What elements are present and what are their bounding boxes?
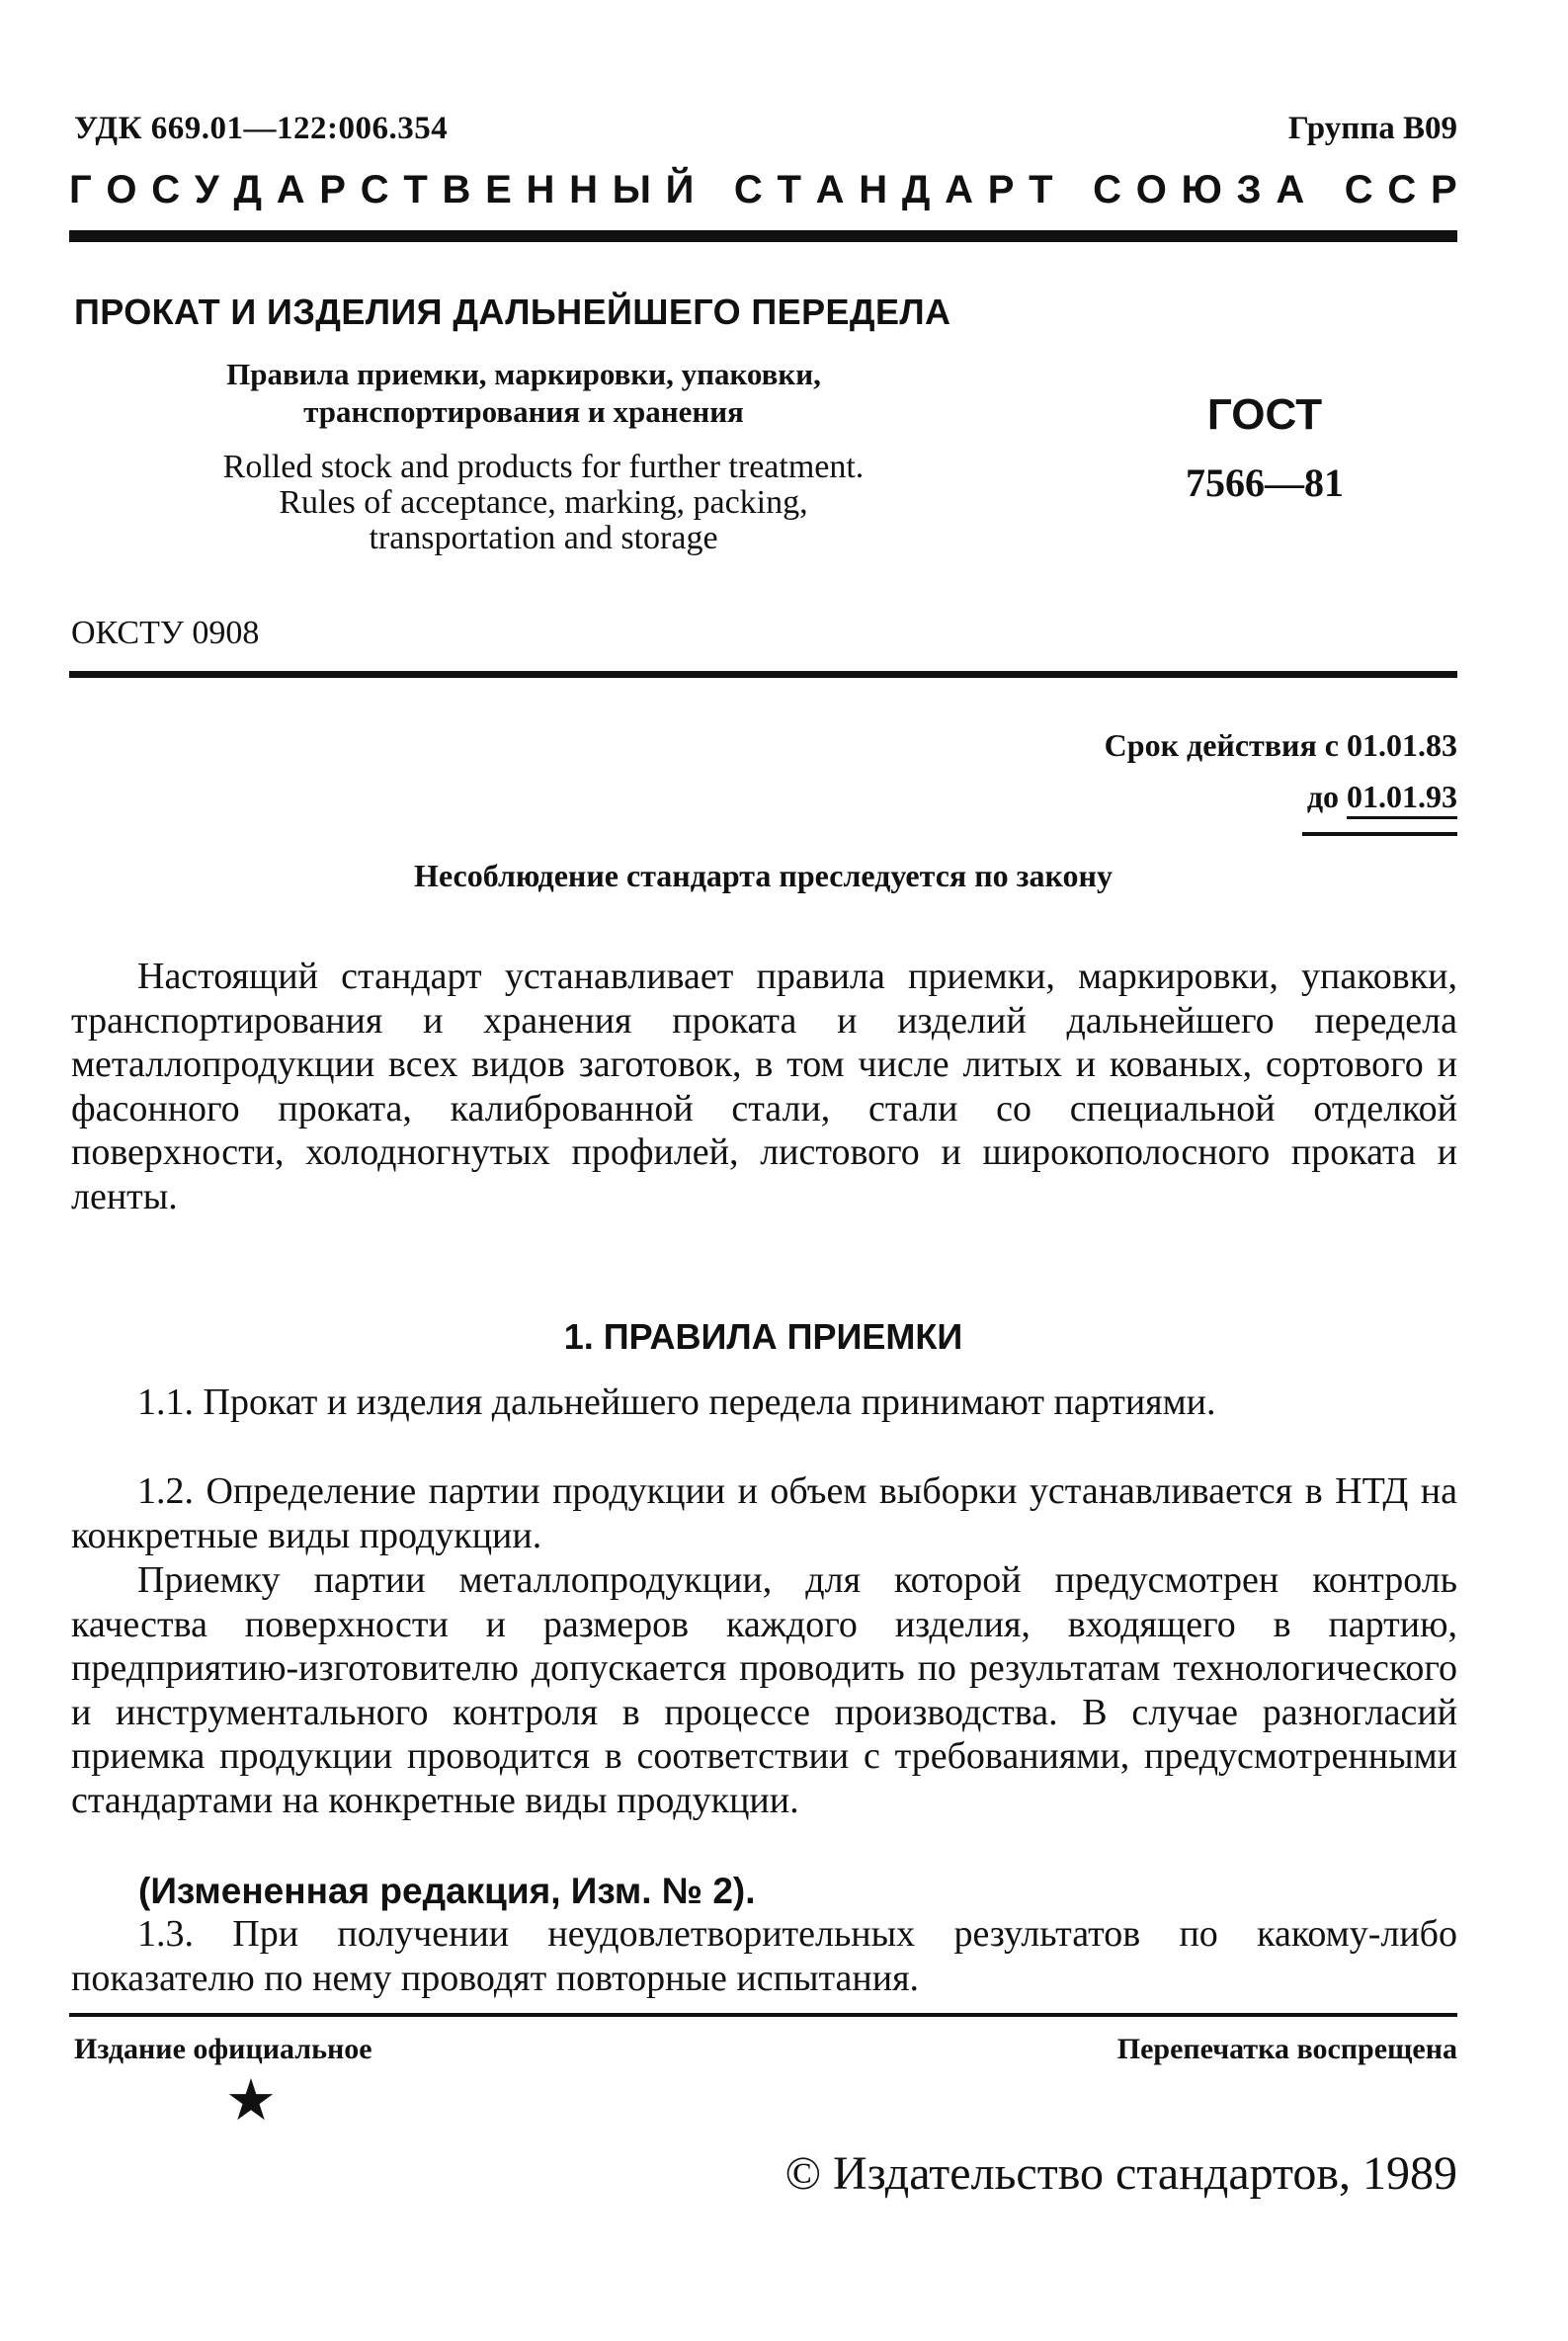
validity-until xyxy=(1105,771,1457,822)
okstu-code: ОКСТУ 0908 xyxy=(71,615,260,651)
amendment-note: (Измененная редакция, Изм. № 2). xyxy=(138,1871,756,1911)
intro-paragraph: Настоящий стандарт устанавливает правила приемки, маркировки, упаковки, транспортирования и хранения проката и изделий дальнейшего передела металлопродукции всех видов заготовок, в том числе литых и кованых, сортового и фасонного проката, калиброванной стали, стали со специальной отделкой поверхности, холодногнутых профилей, листового и широкополосного проката и ленты. xyxy=(71,956,1457,1217)
copyright-notice: © Издательство стандартов, 1989 xyxy=(784,2147,1457,2200)
title-rule-bottom xyxy=(69,671,1457,678)
subtitle-en-line: transportation and storage xyxy=(369,520,718,556)
subtitle-ru-line: транспортирования и хранения xyxy=(303,394,744,429)
validity-until-prefix: до xyxy=(1306,779,1347,814)
clause-1-2-continued: Приемку партии металлопродукции, для которой предусмотрен контроль качества поверхности и размеров каждого изделия, входящего в партию, предприятию-изготовителю допускается проводить по результатам технологического и инструментального контроля в процессе производства. В случае разногласий приемка продукции проводится в соответствии с требованиями, предусмотренными стандартами на конкретные виды продукции. xyxy=(71,1559,1457,1821)
gost-label: ГОСТ xyxy=(1206,390,1323,439)
validity-from: Срок действия с 01.01.83 xyxy=(1104,727,1457,763)
header-rule-thick xyxy=(69,230,1457,242)
subtitle-en-line: Rolled stock and products for further treatment. xyxy=(222,449,865,485)
legal-notice: Несоблюдение стандарта преследуется по закону xyxy=(414,858,1113,893)
validity-rule xyxy=(1302,832,1457,836)
document-title: ПРОКАТ И ИЗДЕЛИЯ ДАЛЬНЕЙШЕГО ПЕРЕДЕЛА xyxy=(74,292,951,332)
validity-until-date: 01.01.93 xyxy=(1347,779,1457,819)
subtitle-english xyxy=(128,450,958,556)
star-icon: ★ xyxy=(225,2068,277,2132)
official-edition: Издание официальное xyxy=(74,2033,372,2065)
state-standard-title: Г О С У Д А Р С Т В Е Н Н Ы Й С Т А Н Д А Р Т С О Ю З А С С Р xyxy=(69,168,1457,211)
udk-code: УДК 669.01—122:006.354 xyxy=(74,111,449,146)
subtitle-en-line: Rules of acceptance, marking, packing, xyxy=(279,484,808,521)
section-heading: 1. ПРАВИЛА ПРИЕМКИ xyxy=(563,1316,963,1357)
clause-1-2: 1.2. Определение партии продукции и объем выборки устанавливается в НТД на конкретные виды продукции. xyxy=(71,1470,1457,1556)
clause-1-3: 1.3. При получении неудовлетворительных результатов по какому-либо показателю по нему проводят повторные испытания. xyxy=(71,1913,1457,1999)
group-code: Группа В09 xyxy=(1287,111,1457,146)
reprint-prohibited: Перепечатка воспрещена xyxy=(1116,2033,1457,2065)
gost-number: 7566—81 xyxy=(1186,460,1344,505)
subtitle-russian xyxy=(128,356,919,431)
subtitle-ru-line: Правила приемки, маркировки, упаковки, xyxy=(226,357,821,391)
validity-period xyxy=(1105,719,1457,822)
footer-rule xyxy=(69,2013,1457,2017)
clause-1-1: 1.1. Прокат и изделия дальнейшего передела принимают партиями. xyxy=(137,1381,1216,1423)
